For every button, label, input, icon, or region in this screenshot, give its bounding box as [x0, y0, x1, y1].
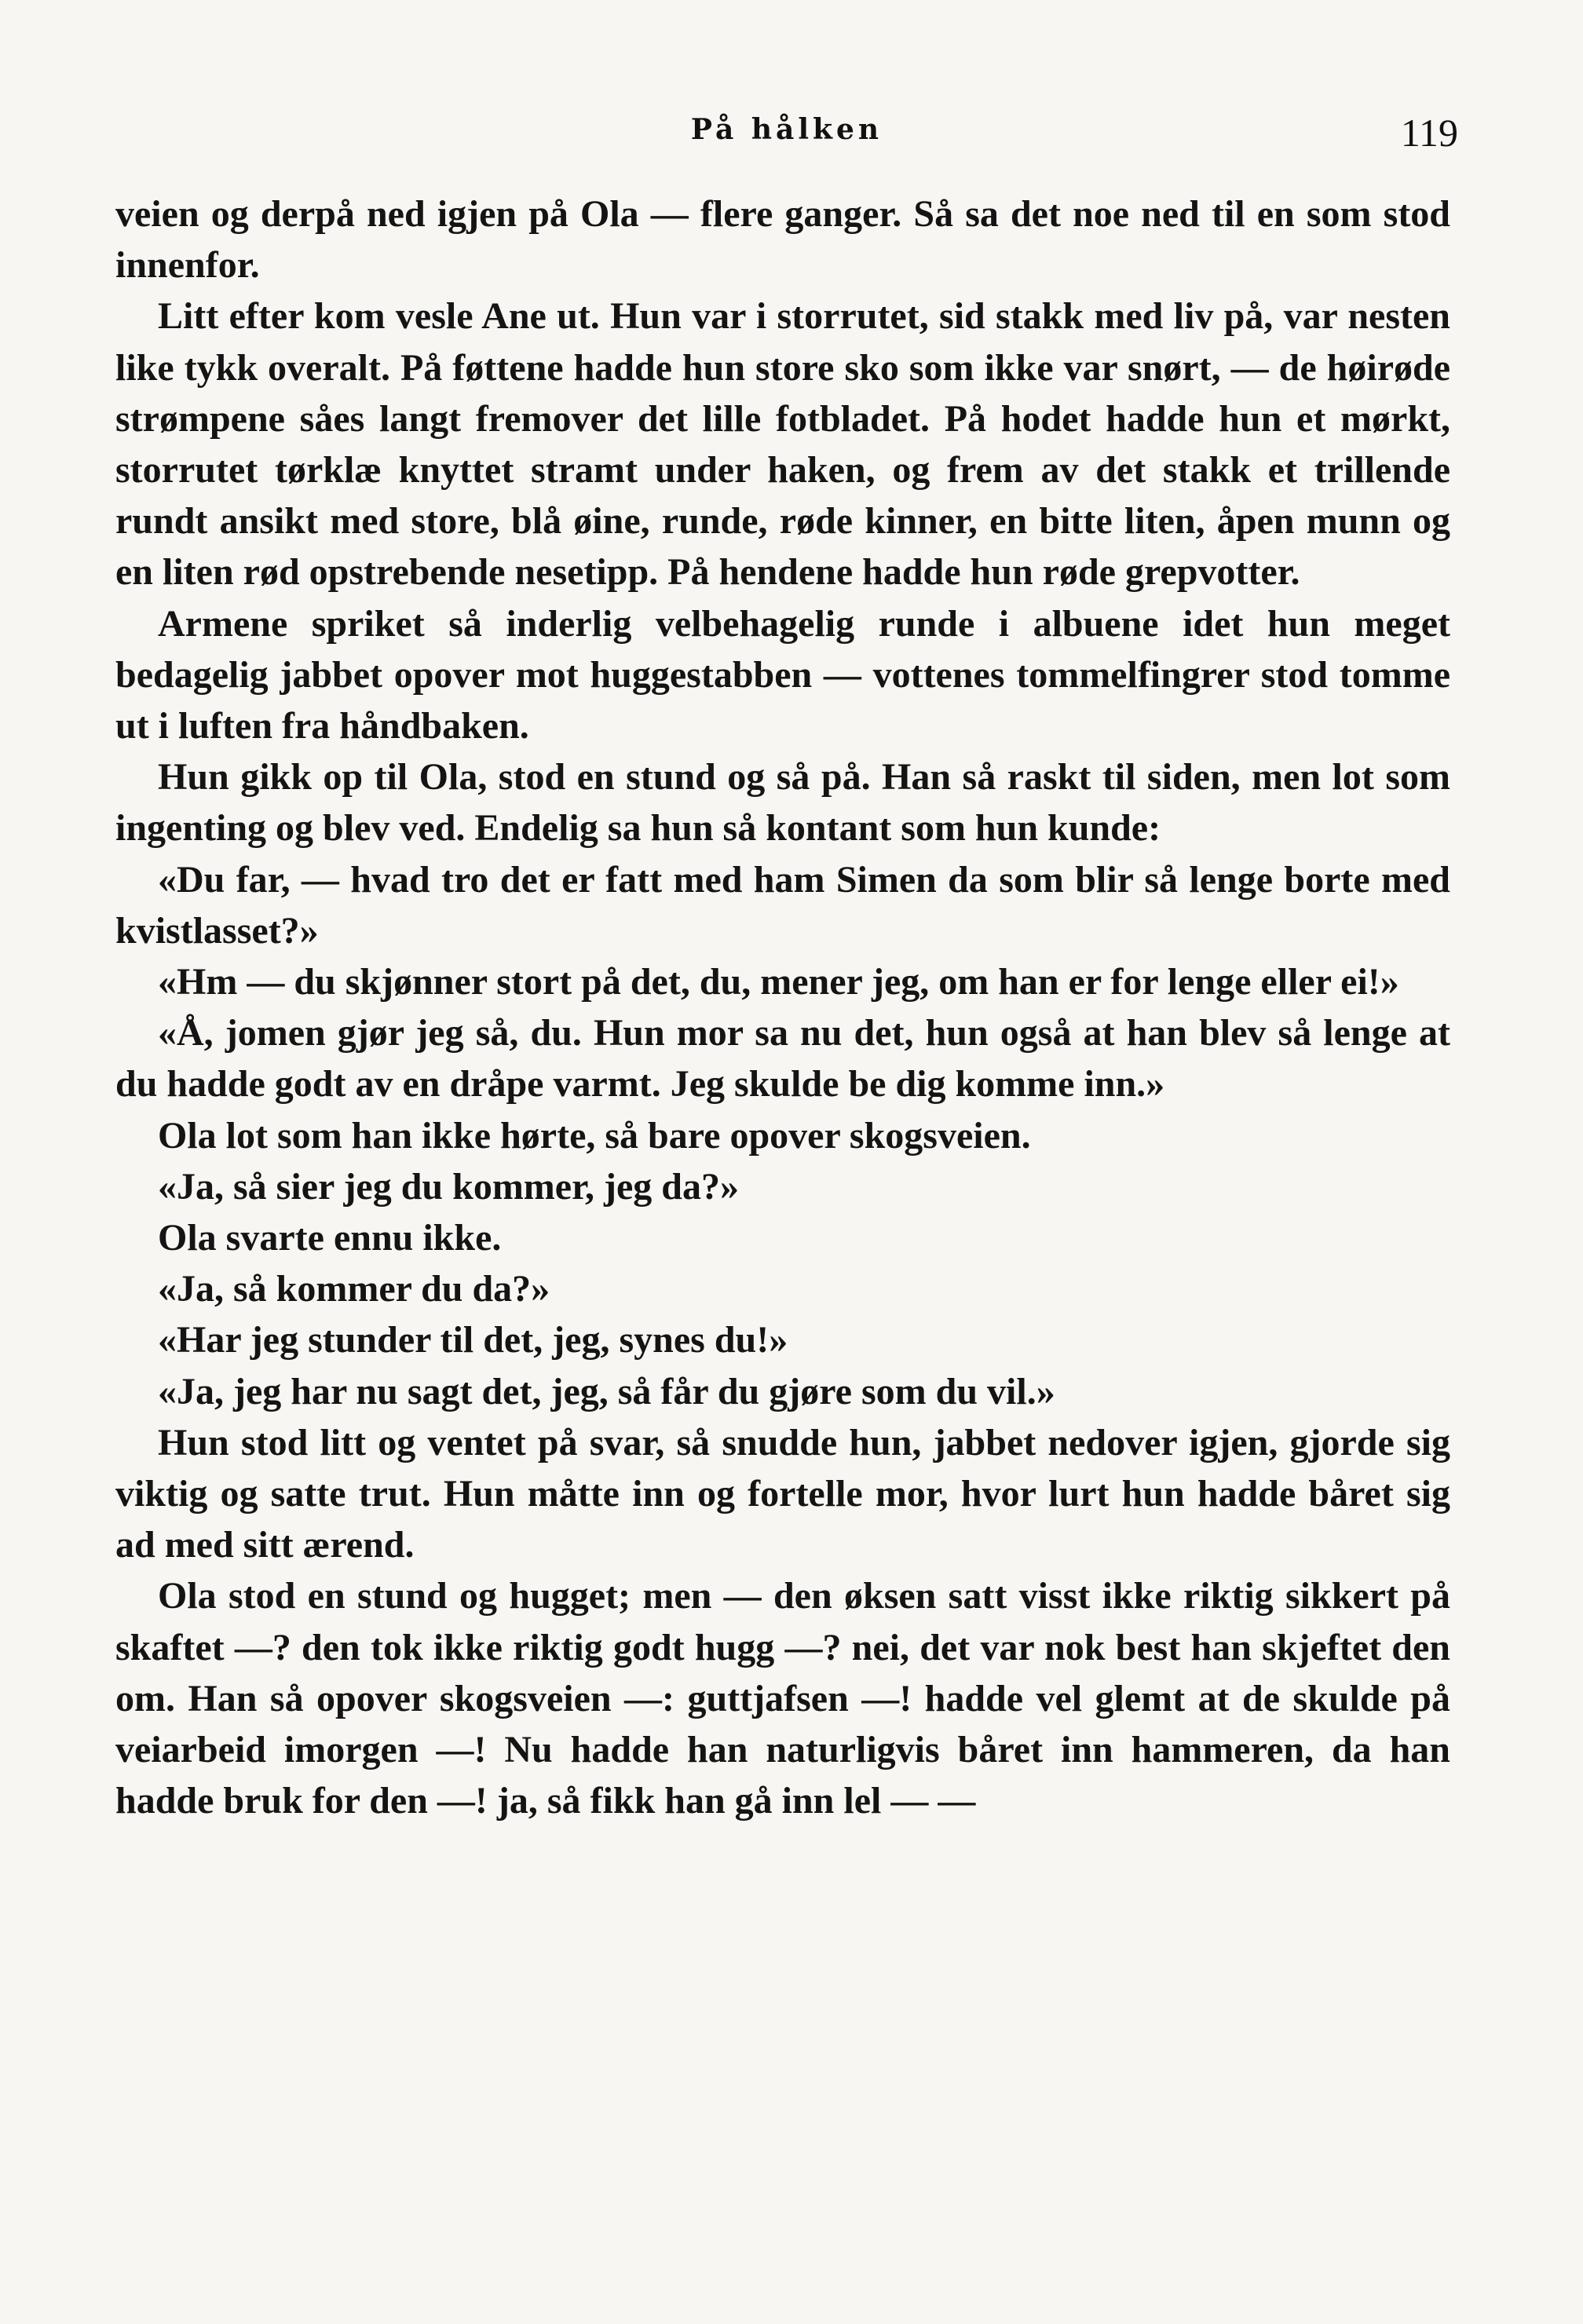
- paragraph: Ola stod en stund og hugget; men — den øksen satt visst ikke riktig sikkert på skaftet —? den tok ikke riktig godt hugg —? nei, det var nok best han skjeftet den om. Han så opover skogsveien —: guttjafsen —! hadde vel glemt at de skulde på veiarbeid imorgen —! Nu hadde han naturligvis båret inn hammeren, da han hadde bruk for den —! ja, så fikk han gå inn lel — —: [115, 1575, 1450, 1822]
- running-title: På hålken: [690, 113, 883, 146]
- paragraph: «Hm — du skjønner stort på det, du, mener jeg, om han er for lenge eller ei!»: [158, 961, 1399, 1003]
- paragraph: «Har jeg stunder til det, jeg, synes du!»: [158, 1319, 788, 1361]
- paragraph: Hun gikk op til Ola, stod en stund og så på. Han så raskt til siden, men lot som ingenting og blev ved. Endelig sa hun så kontant som hun kunde:: [115, 756, 1450, 850]
- paragraph: Ola lot som han ikke hørte, så bare opover skogsveien.: [158, 1114, 1031, 1157]
- paragraph: «Ja, så sier jeg du kommer, jeg da?»: [158, 1165, 739, 1208]
- paragraph: «Du far, — hvad tro det er fatt med ham Simen da som blir så lenge borte med kvistlasset?»: [115, 858, 1450, 952]
- paragraph: Litt efter kom vesle Ane ut. Hun var i storrutet, sid stakk med liv på, var nesten like tykk overalt. På føttene hadde hun store sko som ikke var snørt, — de høirøde strømpene såes langt fremover det lille fotbladet. På hodet hadde hun et mørkt, storrutet tørklæ knyttet stramt under haken, og frem av det stakk et trillende rundt ansikt med store, blå øine, runde, røde kinner, en bitte liten, åpen munn og en liten rød opstrebende nesetipp. På hendene hadde hun røde grepvotter.: [115, 295, 1450, 594]
- paragraph: veien og derpå ned igjen på Ola — flere ganger. Så sa det noe ned til en som stod innenfor.: [115, 193, 1450, 287]
- paragraph: «Ja, jeg har nu sagt det, jeg, så får du gjøre som du vil.»: [158, 1370, 1055, 1412]
- page-number: 119: [1400, 111, 1458, 155]
- paragraph: «Ja, så kommer du da?»: [158, 1268, 550, 1310]
- body-text: [115, 188, 1450, 1827]
- paragraph: Hun stod litt og ventet på svar, så snudde hun, jabbet nedover igjen, gjorde sig viktig og satte trut. Hun måtte inn og fortelle mor, hvor lurt hun hadde båret sig ad med sitt ærend.: [115, 1421, 1450, 1566]
- paragraph: Armene spriket så inderlig velbehagelig runde i albuene idet hun meget bedagelig jabbet opover mot huggestabben — vottenes tommelfingrer stod tomme ut i luften fra håndbaken.: [115, 602, 1450, 747]
- paragraph: «Å, jomen gjør jeg så, du. Hun mor sa nu det, hun også at han blev så lenge at du hadde godt av en dråpe varmt. Jeg skulde be dig komme inn.»: [115, 1012, 1450, 1105]
- paragraph: Ola svarte ennu ikke.: [158, 1217, 502, 1259]
- page-header: [115, 110, 1458, 157]
